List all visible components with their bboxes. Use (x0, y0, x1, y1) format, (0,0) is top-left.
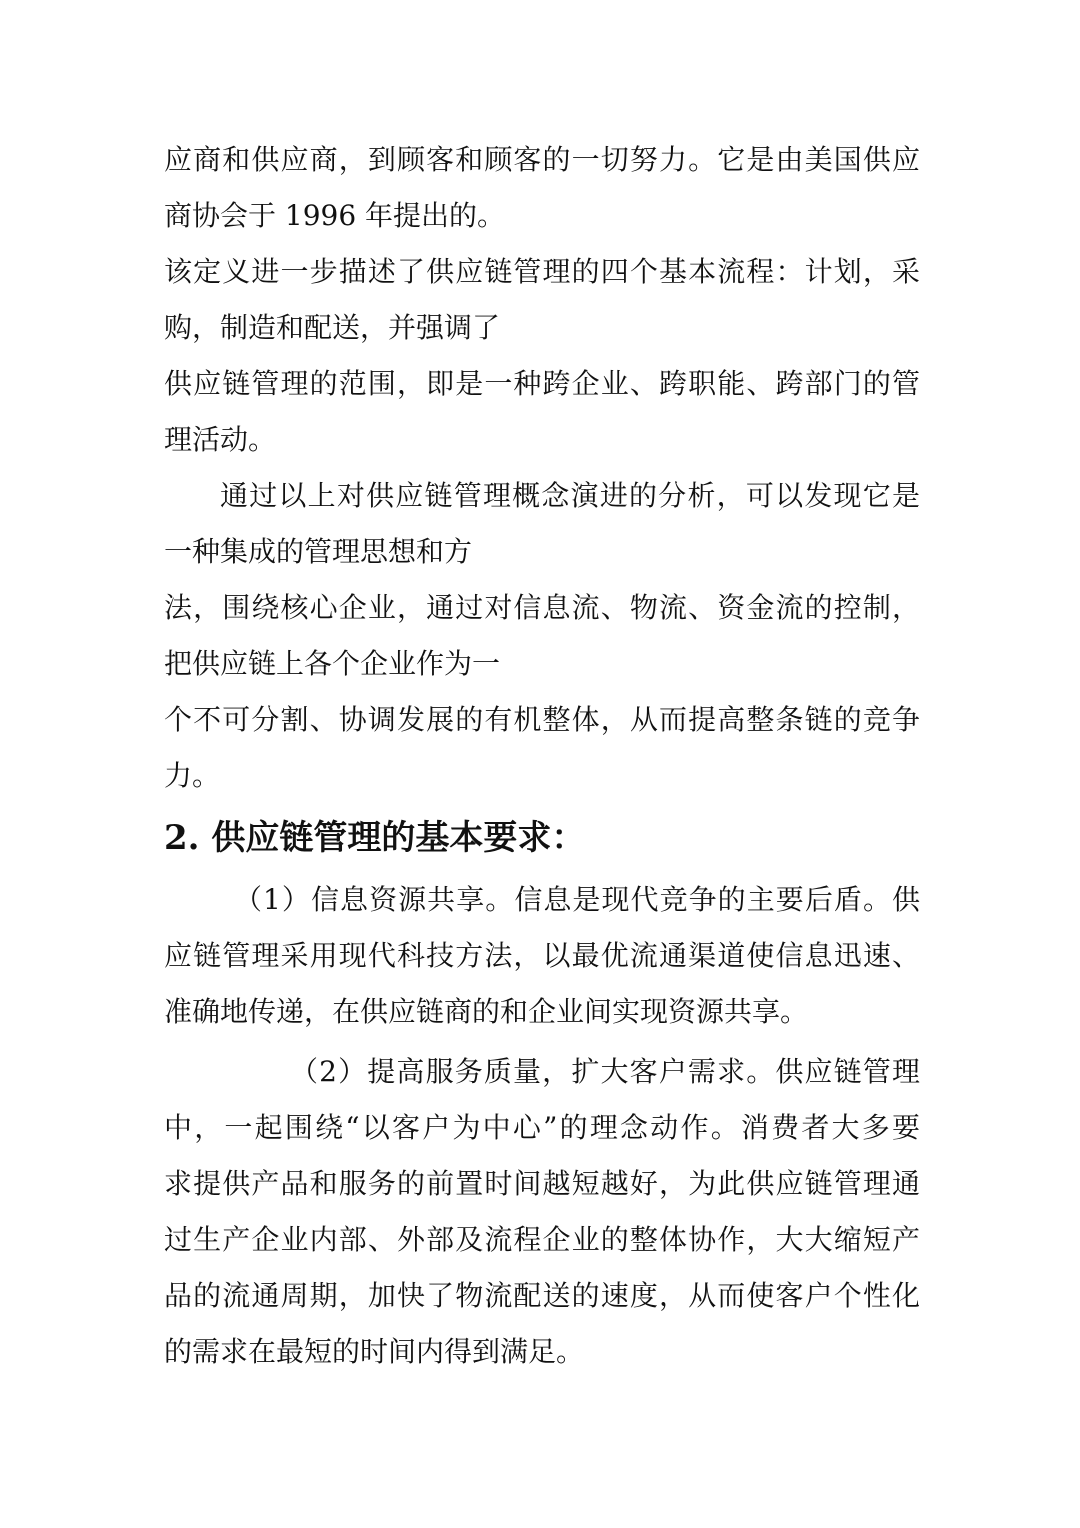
text-line: 把供应链上各个企业作为一 (164, 647, 501, 680)
requirement-1-line: 准确地传递，在供应链商的和企业间实现资源共享。 (164, 995, 809, 1028)
requirement-2-line: （2）提高服务质量，扩大客户需求。供应链管理 (290, 1055, 920, 1088)
text-line: 个不可分割、协调发展的有机整体，从而提高整条链的竞争 (164, 703, 920, 736)
text-line: 购，制造和配送，并强调了 (164, 311, 501, 344)
requirement-2-line: 的需求在最短的时间内得到满足。 (164, 1335, 585, 1368)
text-line: 一种集成的管理思想和方 (164, 535, 473, 568)
text-line: 通过以上对供应链管理概念演进的分析，可以发现它是 (220, 479, 920, 512)
requirement-2-line: 中，一起围绕“以客户为中心”的理念动作。消费者大多要 (164, 1111, 920, 1144)
document-body (164, 132, 920, 1380)
requirement-1-line: 应链管理采用现代科技方法，以最优流通渠道使信息迅速、 (164, 939, 920, 972)
text-line: 供应链管理的范围，即是一种跨企业、跨职能、跨部门的管 (164, 367, 920, 400)
text-line: 法，围绕核心企业，通过对信息流、物流、资金流的控制， (164, 591, 920, 624)
requirement-2-line: 过生产企业内部、外部及流程企业的整体协作，大大缩短产 (164, 1223, 920, 1256)
text-line: 力。 (164, 759, 221, 792)
section-heading: 2. 供应链管理的基本要求： (164, 818, 586, 858)
requirement-2-line: 求提供产品和服务的前置时间越短越好，为此供应链管理通 (164, 1167, 920, 1200)
text-line: 理活动。 (164, 423, 277, 456)
text-line: 应商和供应商，到顾客和顾客的一切努力。它是由美国供应 (164, 143, 920, 176)
requirement-1-line: （1）信息资源共享。信息是现代竞争的主要后盾。供 (234, 883, 920, 916)
text-line: 商协会于 1996 年提出的。 (164, 199, 506, 232)
requirement-2-line: 品的流通周期，加快了物流配送的速度，从而使客户个性化 (164, 1279, 920, 1312)
text-line: 该定义进一步描述了供应链管理的四个基本流程：计划，采 (164, 255, 920, 288)
